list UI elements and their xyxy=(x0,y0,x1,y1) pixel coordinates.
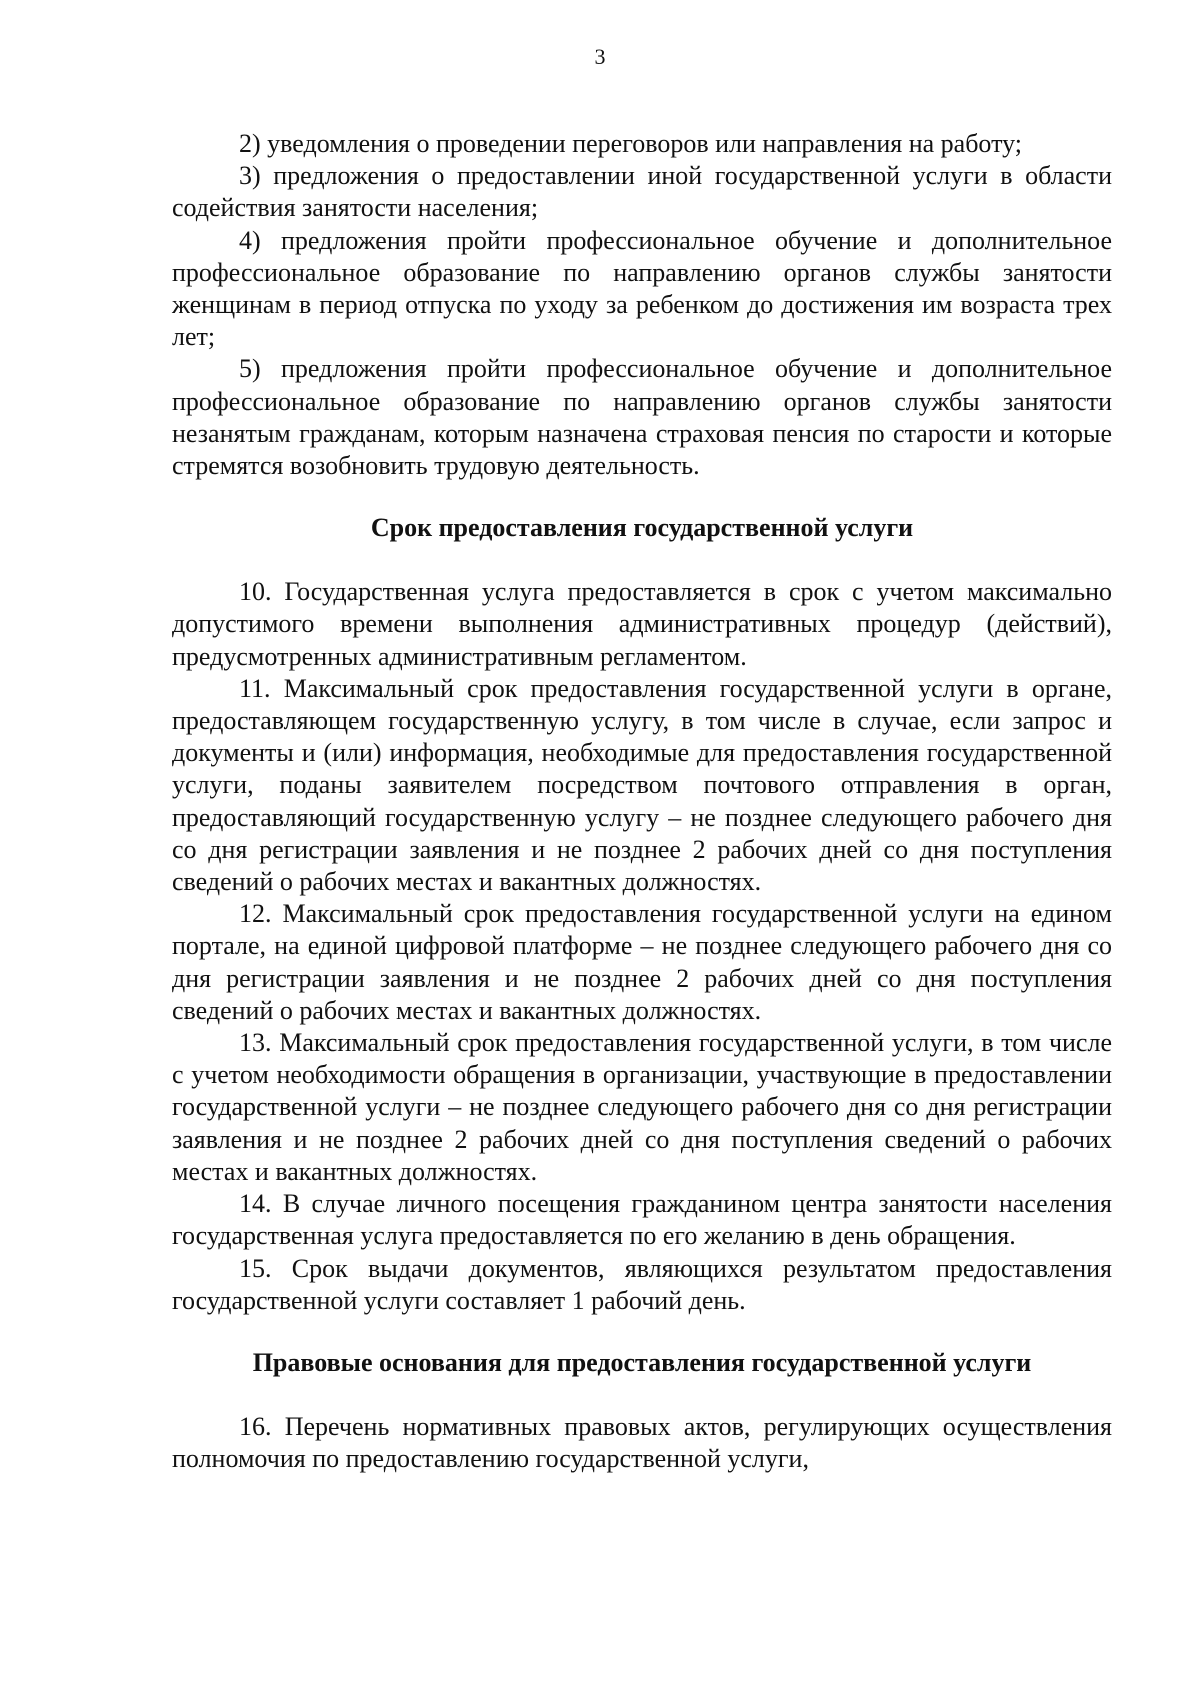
page-number: 3 xyxy=(594,44,606,69)
paragraph-10: 10. Государственная услуга предоставляется в срок с учетом максимально допустимого времени выполнения административных процедур (действий), предусмотренных административным регламентом. xyxy=(172,577,1112,671)
paragraph-11: 11. Максимальный срок предоставления государственной услуги в органе, предоставляющем государственную услугу, в том числе в случае, если запрос и документы и (или) информация, необходимые для предоставления государственной услуги, поданы заявителем посредством почтового отправления в орган, предоставляющий государственную услугу – не позднее следующего рабочего дня со дня регистрации заявления и не позднее 2 рабочих дней со дня поступления сведений о рабочих местах и вакантных должностях. xyxy=(172,673,1112,897)
list-item: 5) предложения пройти профессиональное обучение и дополнительное профессиональное образование по направлению органов службы занятости незанятым гражданам, которым назначена страховая пенсия по старости и которые стремятся возобновить трудовую деятельность. xyxy=(172,354,1112,481)
section-heading-legal: Правовые основания для предоставления государственной услуги xyxy=(252,1347,1032,1377)
list-item: 3) предложения о предоставлении иной государственной услуги в области содействия занятости населения; xyxy=(172,161,1112,223)
list-item: 4) предложения пройти профессиональное обучение и дополнительное профессиональное образование по направлению органов службы занятости женщинам в период отпуска по уходу за ребенком до достижения им возраста трех лет; xyxy=(172,225,1112,352)
paragraph-15: 15. Срок выдачи документов, являющихся результатом предоставления государственной услуги составляет 1 рабочий день. xyxy=(172,1253,1112,1315)
paragraph-13: 13. Максимальный срок предоставления государственной услуги, в том числе с учетом необходимости обращения в организации, участвующие в предоставлении государственной услуги – не позднее следующего рабочего дня со дня регистрации заявления и не позднее 2 рабочих дней со дня поступления сведений о рабочих местах и вакантных должностях. xyxy=(172,1028,1112,1186)
paragraph-14: 14. В случае личного посещения гражданином центра занятости населения государственная услуга предоставляется по его желанию в день обращения. xyxy=(172,1189,1112,1251)
paragraph-16: 16. Перечень нормативных правовых актов, регулирующих осуществления полномочия по предоставлению государственной услуги, xyxy=(172,1411,1112,1474)
list-item: 2) уведомления о проведении переговоров или направления на работу; xyxy=(239,129,1022,158)
document-body xyxy=(172,128,1112,1475)
section-heading-term: Срок предоставления государственной услуги xyxy=(370,513,914,543)
paragraph-12: 12. Максимальный срок предоставления государственной услуги на едином портале, на единой цифровой платформе – не позднее следующего рабочего дня со дня регистрации заявления и не позднее 2 рабочих дней со дня поступления сведений о рабочих местах и вакантных должностях. xyxy=(172,899,1112,1025)
